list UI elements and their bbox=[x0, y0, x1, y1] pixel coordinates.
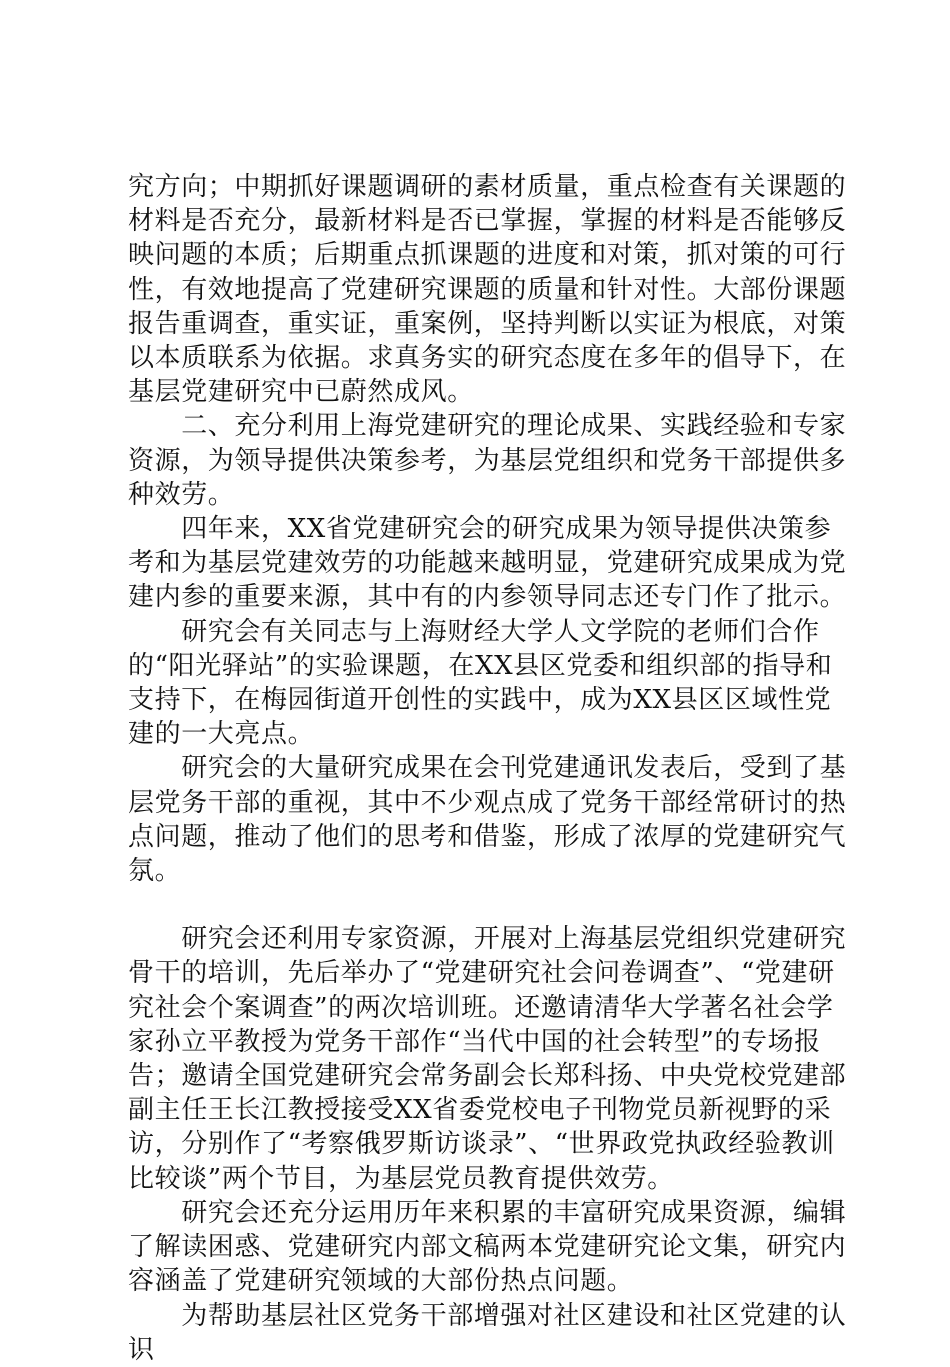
section-heading-two: 二、充分利用上海党建研究的理论成果、实践经验和专家资源，为领导提供决策参考，为基层党组织和党务干部提供多种效劳。 bbox=[128, 411, 847, 510]
document-body bbox=[128, 170, 848, 1367]
paragraph-gap bbox=[128, 888, 848, 922]
paragraph-expert-training: 研究会还利用专家资源，开展对上海基层党组织党建研究骨干的培训，先后举办了“党建研究社会问卷调查”、“党建研究社会个案调查”的两次培训班。还邀请清华大学著名社会学家孙立平教授为党务干部作“当代中国的社会转型”的专场报告；邀请全国党建研究会常务副会长郑科扬、中央党校党建部副主任王长江教授接受XX省委党校电子刊物党员新视野的采访，分别作了“考察俄罗斯访谈录”、“世界政党执政经验教训比较谈”两个节目，为基层党员教育提供效劳。 bbox=[128, 924, 847, 1194]
paragraph-sunshine-station: 研究会有关同志与上海财经大学人文学院的老师们合作的“阳光驿站”的实验课题，在XX县区党委和组织部的指导和支持下，在梅园街道开创性的实践中，成为XX县区区域性党建的一大亮点。 bbox=[128, 616, 833, 750]
paragraph-research-results: 研究会的大量研究成果在会刊党建通讯发表后，受到了基层党务干部的重视，其中不少观点成了党务干部经常研讨的热点问题，推动了他们的思考和借鉴，形成了浓厚的党建研究气氛。 bbox=[128, 753, 847, 887]
paragraph-four-years: 四年来，XX省党建研究会的研究成果为领导提供决策参考和为基层党建效劳的功能越来越明显，党建研究成果成为党建内参的重要来源，其中有的内参领导同志还专门作了批示。 bbox=[128, 514, 847, 613]
paragraph-continuation: 究方向；中期抓好课题调研的素材质量，重点检查有关课题的材料是否充分，最新材料是否已掌握，掌握的材料是否能够反映问题的本质；后期重点抓课题的进度和对策，抓对策的可行性，有效地提高了党建研究课题的质量和针对性。大部份课题报告重调查，重实证，重案例，坚持判断以实证为根底，对策以本质联系为依据。求真务实的研究态度在多年的倡导下，在基层党建研究中已蔚然成风。 bbox=[128, 172, 847, 408]
paragraph-community: 为帮助基层社区党务干部增强对社区建设和社区党建的认识 bbox=[128, 1300, 847, 1365]
paragraph-collections: 研究会还充分运用历年来积累的丰富研究成果资源，编辑了解读困惑、党建研究内部文稿两本党建研究论文集，研究内容涵盖了党建研究领域的大部份热点问题。 bbox=[128, 1197, 847, 1297]
